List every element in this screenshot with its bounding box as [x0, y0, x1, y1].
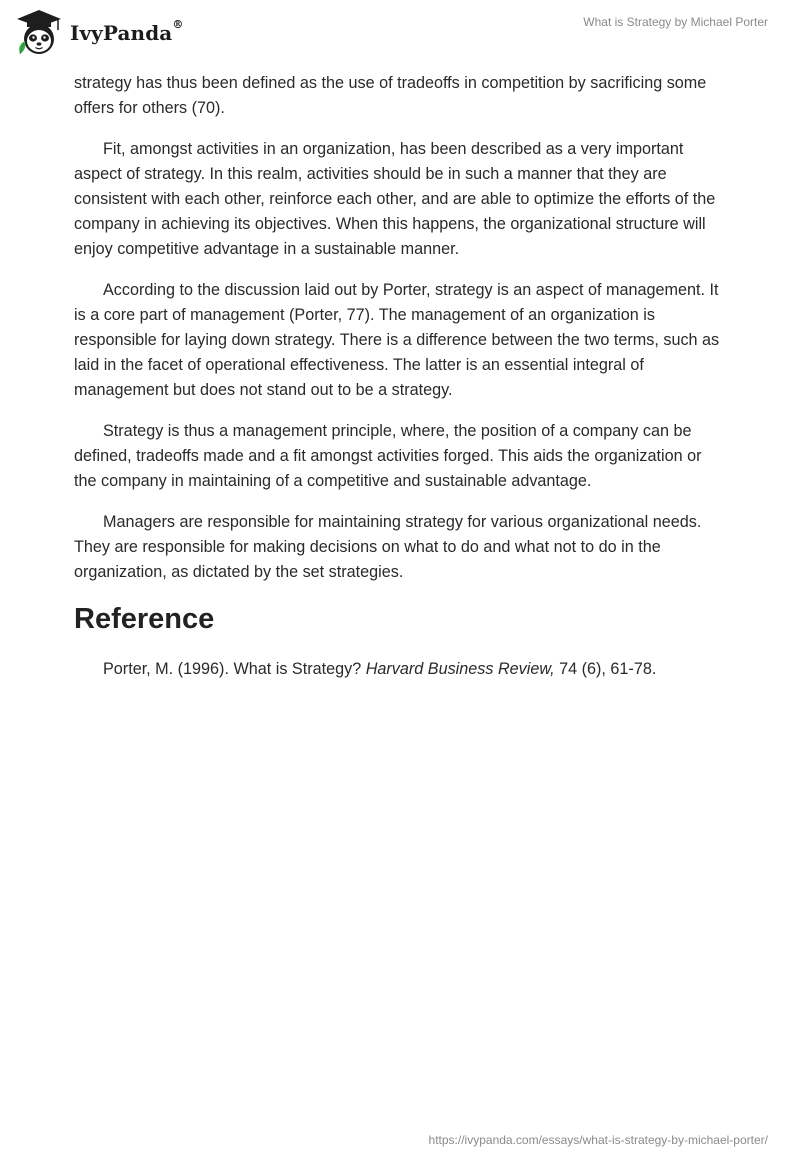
reference-entry — [74, 657, 724, 682]
ivypanda-logo[interactable] — [14, 8, 183, 58]
reference-author-title: Porter, M. (1996). What is Strategy? — [103, 660, 366, 678]
reference-heading: Reference — [74, 603, 215, 635]
page-url[interactable]: https://ivypanda.com/essays/what-is-strategy-by-michael-porter/ — [428, 1133, 768, 1147]
reference-volume-pages: 74 (6), 61-78. — [554, 660, 657, 678]
panda-graduate-icon — [14, 8, 64, 58]
paragraph: According to the discussion laid out by Porter, strategy is an aspect of management. It is a core part of management (Porter, 77). The management of an organization is responsible for laying down strategy. There is a difference between the two terms, such as laid in the facet of operational effectiveness. The latter is an essential integral of management but does not stand out to be a strategy. — [74, 281, 720, 399]
essay-body — [74, 71, 724, 682]
paragraph: Fit, amongst activities in an organization, has been described as a very important aspect of strategy. In this realm, activities should be in such a manner that they are consistent with each other, reinforce each other, and are able to optimize the efforts of the company in achieving its objectives. When this happens, the organizational structure will enjoy competitive advantage in a sustainable manner. — [74, 140, 716, 258]
paragraph: Managers are responsible for maintaining strategy for various organizational needs. They are responsible for making decisions on what to do and what not to do in the organization, as dictated by the set strategies. — [74, 513, 702, 581]
paragraph: Strategy is thus a management principle, where, the position of a company can be defined, tradeoffs made and a fit amongst activities forged. This aids the organization or the company in maintaining of a competitive and sustainable advantage. — [74, 422, 702, 490]
brand-name: IvyPanda® — [70, 18, 184, 45]
registered-mark: ® — [172, 18, 184, 31]
page-header — [0, 0, 800, 70]
document-title: What is Strategy by Michael Porter — [583, 15, 768, 29]
reference-journal: Harvard Business Review, — [365, 660, 555, 678]
paragraph: strategy has thus been defined as the use of tradeoffs in competition by sacrificing some offers for others (70). — [74, 74, 707, 117]
